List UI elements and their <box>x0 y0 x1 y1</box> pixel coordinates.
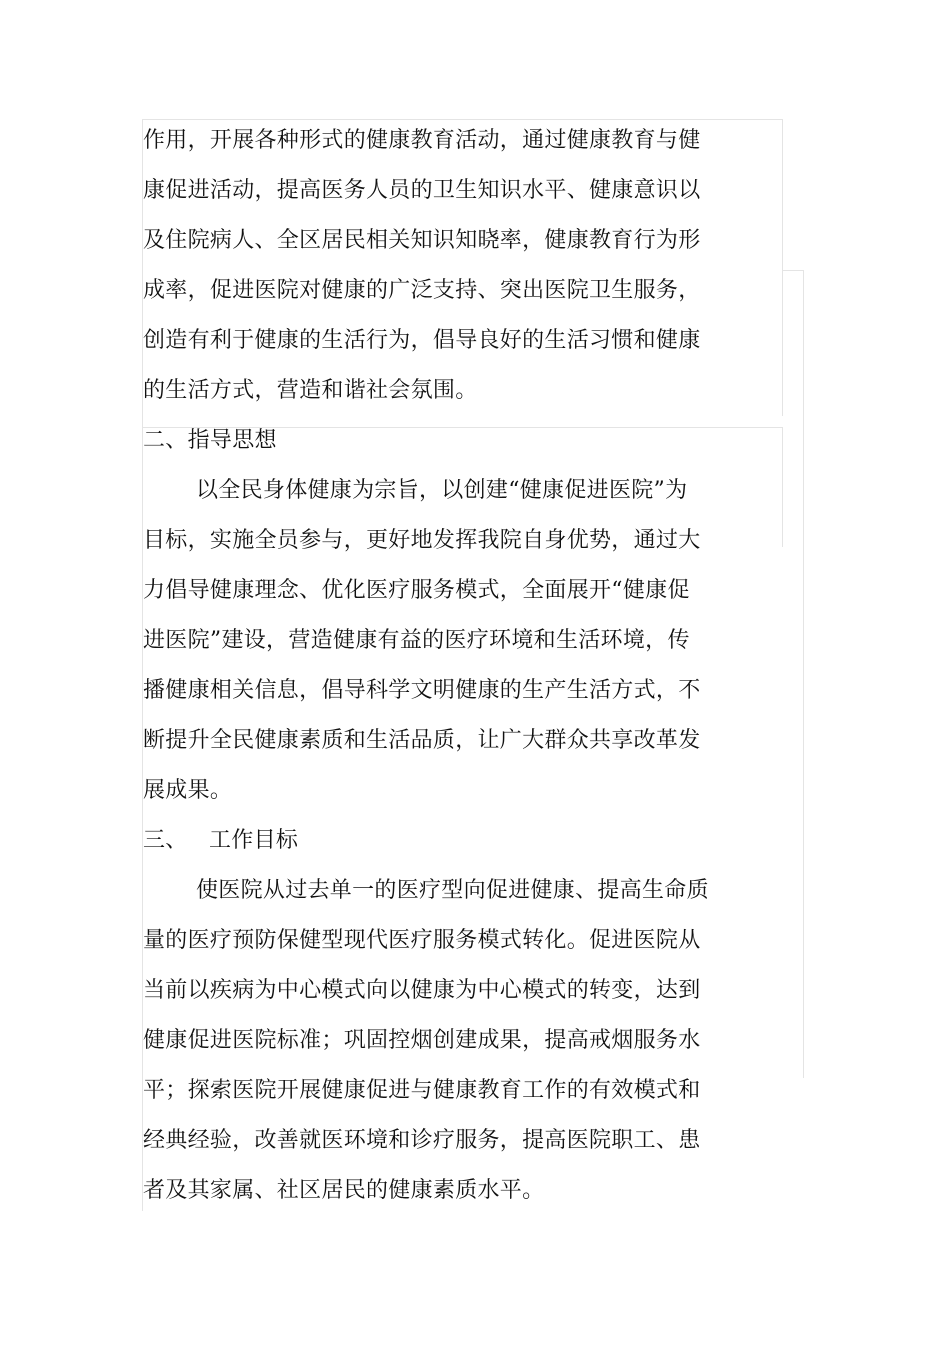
text-line: 展成果。 <box>143 778 233 803</box>
text-line: 播健康相关信息，倡导科学文明健康的生产生活方式，不 <box>143 678 701 703</box>
text-line: 平；探索医院开展健康促进与健康教育工作的有效模式和 <box>143 1078 701 1103</box>
text-line: 使医院从过去单一的医疗型向促进健康、提高生命质 <box>196 878 709 903</box>
frame-far-right-line <box>803 270 804 1078</box>
section-heading-number: 三、 <box>143 828 188 853</box>
text-line: 量的医疗预防保健型现代医疗服务模式转化。促进医院从 <box>143 928 701 953</box>
text-line: 成率，促进医院对健康的广泛支持、突出医院卫生服务， <box>143 278 701 303</box>
text-line: 进医院”建设，营造健康有益的医疗环境和生活环境，传 <box>143 628 690 653</box>
text-line: 目标，实施全员参与，更好地发挥我院自身优势，通过大 <box>143 528 701 553</box>
text-line: 的生活方式，营造和谐社会氛围。 <box>143 378 478 403</box>
text-line: 及住院病人、全区居民相关知识知晓率，健康教育行为形 <box>143 228 701 253</box>
section-heading: 二、指导思想 <box>143 428 277 453</box>
text-line: 创造有利于健康的生活行为，倡导良好的生活习惯和健康 <box>143 328 701 353</box>
text-line: 健康促进医院标准；巩固控烟创建成果，提高戒烟服务水 <box>143 1028 701 1053</box>
text-line: 康促进活动，提高医务人员的卫生知识水平、健康意识以 <box>143 178 701 203</box>
frame-tick <box>783 270 803 271</box>
text-line: 断提升全民健康素质和生活品质，让广大群众共享改革发 <box>143 728 701 753</box>
frame-top-line-1 <box>143 119 783 120</box>
text-line: 者及其家属、社区居民的健康素质水平。 <box>143 1178 545 1203</box>
text-line: 以全民身体健康为宗旨，以创建“健康促进医院”为 <box>196 478 688 503</box>
frame-right-line-2 <box>782 427 783 547</box>
frame-right-line-1 <box>782 119 783 416</box>
section-heading-title: 工作目标 <box>209 828 299 853</box>
text-line: 力倡导健康理念、优化医疗服务模式，全面展开“健康促 <box>143 578 690 603</box>
text-line: 当前以疾病为中心模式向以健康为中心模式的转变，达到 <box>143 978 701 1003</box>
text-line: 经典经验，改善就医环境和诊疗服务，提高医院职工、患 <box>143 1128 701 1153</box>
text-line: 作用，开展各种形式的健康教育活动，通过健康教育与健 <box>143 128 701 153</box>
